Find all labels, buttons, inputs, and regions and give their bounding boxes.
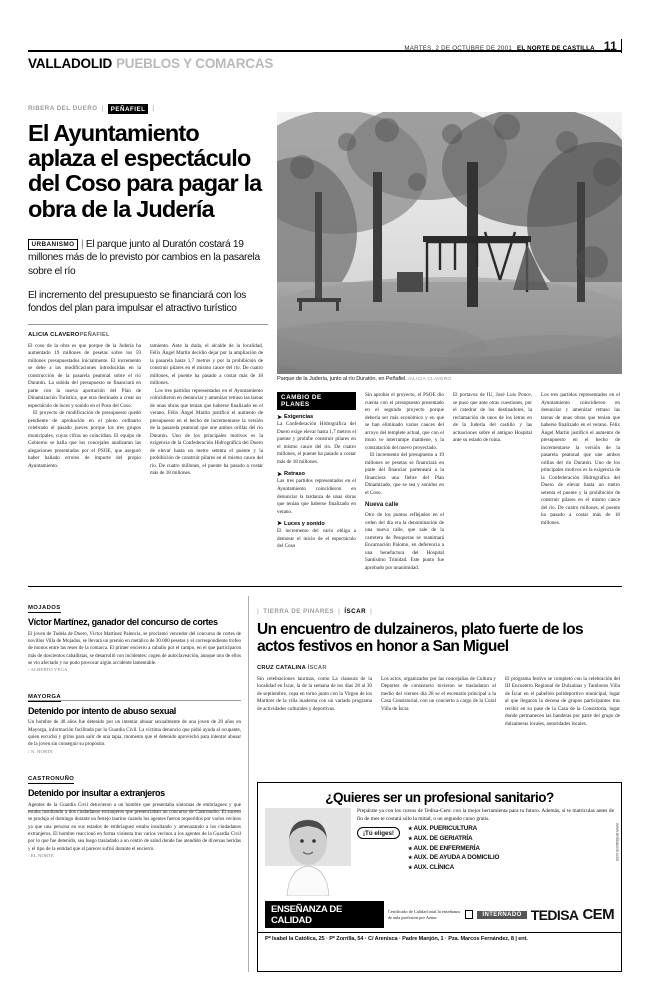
lead-kicker [28, 104, 268, 114]
masthead [28, 39, 622, 71]
lead-column-4 [453, 392, 532, 572]
nurse-photo-graphic [265, 808, 351, 896]
ad-body-text: Prepárate ya con los cursos de Tedisa-Cem: con la mejor herramienta para tu futuro. Además, si te matriculas antes de fin de mes te costará sólo la mitad, o un segundo curso gratis. [357, 808, 614, 822]
ad-course-list [406, 824, 499, 872]
brief-title: Detenido por insultar a extranjeros [28, 787, 165, 798]
ad-website: www.tedisacem.com [615, 823, 620, 862]
masthead-titles [28, 56, 273, 71]
column-rule [248, 596, 249, 972]
ad-photo [265, 808, 351, 896]
lead-subhead: Nueva calle [365, 501, 399, 509]
ad-address: Pº Isabel la Católica, 25 · Pº Zorrilla, 54 · C/ Arenisca · Padre Manjón, 1 · Pza. Marcos Fernández, 8 | ent. [258, 932, 621, 942]
kicker-separator: | [101, 105, 104, 113]
brief-credit: / ALBERTO VEGA [28, 667, 68, 673]
paragraph: El coso de la obra es que porque de la Judería ha aumentado 19 millones de pesetas sobre los 59 millones presupuestados inicialmente. El incremento se debe a las modificaciones introducidas en la construcción de la pasarela peatonal sobre el río Duratón. La subida del presupuesto se financiará en parte con la nueva aportación del Plan de Dinamización Turística, que otra destinado a crear un espectáculo de luces y sonido en el Poso del Coso. [28, 342, 141, 409]
lead-standfirst: URBANISMO | El parque junto al Duratón costará 19 millones más de lo previsto por cambios en la pasarela sobre el río [28, 239, 260, 277]
article2-kicker: | TIERRA DE PINARES | ÍSCAR | [257, 608, 373, 615]
paragraph: El proyecto de modificación de presupuesto quedó pendiente de aprobación en el pleno ordinario celebrado el pasado jueves porque los tres grupos municipales, cuyas cifras no coincidían. El equipo de Gobierno se halla que los concejales analizaran las alegaciones presentadas por el PSOE, que aseguró haber hallado errores de importe del propio Ayuntamiento. [28, 410, 141, 469]
brief-credit: / N. NORTE [28, 748, 54, 754]
kicker-town: ÍSCAR [344, 608, 367, 615]
course-item: ★ AUX. DE GERIATRÍA [408, 834, 499, 844]
brief-text: Un hombre de 48 años fue detenido por un intentar abusar sexualmente de una joven de 20 años en Mayorga, información facilitada por la Guardia Civil. La víctima denuncio que pidió ayuda al ocupante, quien escuchó y gritos para salir de una tapia, momento que el detenido aprovechó para intentar abusar de la joven sin conseguir su propósito. [28, 719, 241, 748]
byline-place: PEÑAFIEL [79, 331, 110, 338]
publication-date: MARTES, 2 DE OCTUBRE DE 2001 [404, 45, 513, 52]
article2-column-3 [505, 665, 620, 729]
article2-columns [257, 665, 622, 729]
fact-text: El incremento del varío obliga a demorar el inicio de el espectáculo del Coso [277, 528, 356, 550]
lead-right-columns [277, 392, 622, 572]
ad-internado-badge: INTERNADO [477, 911, 526, 919]
brief-item [28, 767, 241, 860]
brief-credit: / EL NORTE [28, 852, 55, 858]
lead-standfirst-2: El incremento del presupuesto se financiará con los fondos del plan para impulsar el atractivo turístico [28, 289, 268, 325]
byline-place: ÍSCAR [307, 664, 327, 671]
article2-column-1 [257, 665, 372, 729]
brief-title: Víctor Martínez, ganador del concurso de cortes [28, 617, 218, 627]
section-city: VALLADOLID [28, 56, 112, 71]
fact-box [277, 392, 356, 572]
ad-headline: ¿Quieres ser un profesional sanitario? [325, 790, 554, 805]
byline-author: ALICIA CLAVERO [28, 331, 80, 338]
course-item: ★ AUX. DE ENFERMERÍA [408, 844, 499, 854]
lead-byline [28, 332, 268, 338]
brief-title: Detenido por intento de abuso sexual [28, 705, 176, 716]
brief-item [28, 685, 241, 756]
ad-logo-tedisa: TEDISA [530, 906, 579, 923]
fact-term: Retraso [284, 471, 305, 478]
paragraph: Sin aprobar el proyecto, el PSOE dio cuenta con el presupuesto presentado en el segundo proyecto porque debería ser más económico y en que se han eliminado varios cauces del arroyo del templete actual, que con el muro ve interrumpe mantiene, y la contratación del nuevo proyectado. [365, 392, 444, 451]
fact-item [277, 414, 356, 466]
lead-column-2 [150, 343, 263, 478]
fact-term: Luces y sonido [284, 521, 325, 528]
fact-text: La Confederación Hidrográfica del Duero exige elevar hasta 1,7 metros el puente y prohíbe construir pilares en el mismo cauce del río. De cuatro millones, el puente ha pasado a costar más de 18 millones. [277, 421, 356, 465]
section-divider [28, 586, 622, 587]
standfirst-tag: URBANISMO [28, 239, 78, 250]
article2-byline [257, 665, 372, 671]
bullet-arrow-icon: ➤ [277, 471, 283, 478]
photo-graphic [277, 112, 622, 374]
caption-text: Parque de la Judería, junto al río Duratón, en Peñafiel. [277, 376, 407, 382]
fact-item [277, 471, 356, 516]
fact-box-title: CAMBIO DE PLANES [277, 392, 356, 410]
article2-headline: Un encuentro de dulzaineros, plato fuerte de los actos festivos en honor a San Miguel [257, 621, 584, 656]
paper-name: EL NORTE DE CASTILLA [517, 45, 595, 52]
brief-item [28, 596, 241, 675]
paragraph: Los tres partidos representados en el Ayuntamiento coincidieron en denunciar y amenizar retraso las tareas de unas obras que tenían que haberse finalizado en el verano. Félix Ángel Martín justificó el aumento de presupuesto en el hecho de incrementarse la versión de la pasarela peatonal que une ambos orillas del río Duratón. Uno de los principales motivos es la exigencia de la Confederación Hidrográfica del Duero de elevar hasta un metro setenta el puente y la prohibición de construir pilares en el mismo cauce del río. De cuatro millones, el puente ha pasado a costar más de 18 millones. [150, 387, 263, 477]
paragraph: El programa festivo se completó con la celebración del III Encuentro Regional de Dulzainas y Tambores Villa de Íscar en el pabellón polideportivo municipal, lugar al que llegaron la decena de grupos participantes tras recibir en su pase de la Casa de la Consistoria, lugar donde permanecen las banderas por parte del grupo de dulzaineras locales, autoridades locales. [505, 675, 620, 727]
brief-tag: CASTRONUÑO [28, 775, 75, 782]
standfirst-text: El parque junto al Duratón costará 19 millones más de lo previsto por cambios en la pasarela sobre el río [28, 239, 260, 277]
course-item: ★ AUX. PUERICULTURA [408, 824, 499, 834]
ad-quality-banner: ENSEÑANZA DE CALIDAD [265, 901, 384, 928]
kicker-region: RIBERA DEL DUERO [28, 105, 98, 113]
lead-column-5 [541, 392, 620, 572]
ad-logo-cem: CEM [582, 906, 614, 923]
cert-mark-icon [465, 910, 474, 919]
paragraph: Otro de los puntos reflejados en el orden del día era la denominación de una nueva calle, que sale de la carretera de Pesqueras se reanimará Encarnación Palomo, en deferencia a una benefactora del Hospital Santísimo Trinidad. Este punto fue aprobado por unanimidad. [365, 512, 444, 571]
ad-certification-text: Certificado de Calidad total la enseñanza de aula profesión por Aenor [387, 909, 460, 920]
photo-caption [277, 376, 622, 382]
paragraph: Los tres partidos representados en el Ayuntamiento coincidieron en denunciar y amenizar retraso las tareas de unas obras que tenían que haberse finalizado en el verano. Félix Ángel Martín justificó el aumento de presupuesto en el hecho de incrementarse la versión de la pasarela peatonal que une ambos orillas del río Duratón. Uno de los principales motivos es la exigencia de la Confederación Hidrográfica del Duero de elevar hasta un metro setenta el puente y la prohibición de construir pilares en el mismo cauce del río. De cuatro millones, el puente ha pasado a costar más de 18 millones. [541, 392, 620, 526]
bullet-arrow-icon: ➤ [277, 414, 283, 421]
bullet-arrow-icon: ➤ [277, 521, 283, 528]
byline-author: CRUZ CATALINA [257, 664, 306, 671]
lead-headline: El Ayuntamiento aplaza el espectáculo del Coso para pagar la obra de la Judería [28, 119, 262, 222]
brief-text: El joven de Tudela de Duero, Víctor Martínez Palencia, se proclamó vencedor del concurso de cortes de novillos Villa de Mojados, se llevará un premio en metálico de 30.000 pesetas y el correspondiente trofeo de monos entre las reses de la comarca. El primer encierro a caballo por el campo, en el que participaron más de doscientos caballistas, se desarrolló con incidentes: cogen de autoclaveación, aunque uno de ellos se vio afectado y no pudo provocar algún accidente lamentable. [28, 630, 241, 666]
fact-item [277, 521, 356, 551]
course-item: ★ AUX. CLÍNICA [408, 863, 499, 873]
brief-tag: MOJADOS [28, 605, 61, 611]
briefs-column [28, 596, 241, 869]
paragraph: tamiento. Ante la duda, el alcalde de la localidad, Félix Ángel Martín decidió dejar por la ampliación de la pasarela hasta 1,7 metros y por la prohibición de construir pilares en el mismo cauce del río. De cuatro millones, el puente ha pasado a costar más de 18 millones. [150, 342, 263, 387]
ad-bubble: ¡Tú eliges! [357, 827, 400, 839]
lead-column-1 [28, 343, 141, 478]
paragraph: El portavoz de IU, José Luis Ponce, se puso que ante otras cuestiones, por el catedrar de los destinadores, la reclamación de unos de los letras en de la Judería del castillo y las actuaciones sobre el antiguo Hospital ante su estado de ruina. [453, 392, 532, 444]
ad-body [258, 808, 621, 896]
lead-columns [28, 343, 268, 478]
fact-term: Exigencias [284, 414, 314, 421]
secondary-article [257, 608, 622, 728]
caption-credit: /ALICIA CLAVERO [408, 377, 452, 382]
page-number: 11 [600, 39, 622, 53]
course-item: ★ AUX. DE AYUDA A DOMICILIO [408, 853, 499, 863]
masthead-meta [404, 39, 622, 53]
paragraph: Sin celebraciones taurinas, como La clausura de la localidad en Íscar, la de la semana de los días 28 al 30 de septiembre, copa en torno junto con la Virgen de los Martires de la villa inaderna con un variado programa de actividades culturales y deportivas. [257, 675, 372, 712]
section-name: PUEBLOS Y COMARCAS [116, 56, 274, 71]
ad-banner [258, 901, 621, 928]
lead-photo [277, 112, 622, 374]
advertisement[interactable] [257, 782, 622, 972]
lead-article [28, 104, 268, 478]
paragraph: Los actos, organizados por las concejalías de Cultura y Deportes de consistorio tuvieron se trasladaron al medio del viernes día 28 se el escenario principal a la Casa Consistorial, con un concierto a cargo de la Coral Villa de Íscar. [381, 675, 496, 712]
ad-copy [357, 808, 614, 896]
article2-column-2 [381, 665, 496, 729]
kicker-region: TIERRA DE PINARES [263, 608, 335, 615]
brief-text: Agentes de la Guardia Civil detuvieron a un hombre que presentaba síntomas de embriaguez y que estaba insultando a dos ciudadanos extranjeros que presenciaban un concurso de Castronuño. El suceso se produjo el domingo durante un festejo taurino cuando los agentes fueron requeridos por varios vecinos ya que una persona en sus estados de embriaguez estaba insultando y amenazando a los ciudadanos extranjeros. El hombre reaccionó en forma violenta tras varios vecinos a los agentes de la Guardia Civil por lo que fue detenido, sea luego trasladado a un centro de salud donde fue atendido de diversas heridas y el tipo de la entidad que al parecer sufrió durante el encierro. [28, 801, 241, 852]
brief-tag: MAYORGA [28, 693, 62, 700]
lead-column-3 [365, 392, 444, 572]
fact-text: Las tres partidos representados en el Ayuntamiento coincidieron en denunciar la tardanza de unas obras que tenían que haberse finalizado en verano. [277, 478, 356, 515]
kicker-separator-2: | [152, 105, 155, 113]
paragraph: El incremento del presupuesto a 19 millones se pesetas se financiará en parte del financiar parteneará a la financiera una fiebre del Plan Dinamizado, que se sea y sonidos en el Coso. [365, 452, 444, 496]
kicker-town: PEÑAFIEL [108, 104, 149, 114]
